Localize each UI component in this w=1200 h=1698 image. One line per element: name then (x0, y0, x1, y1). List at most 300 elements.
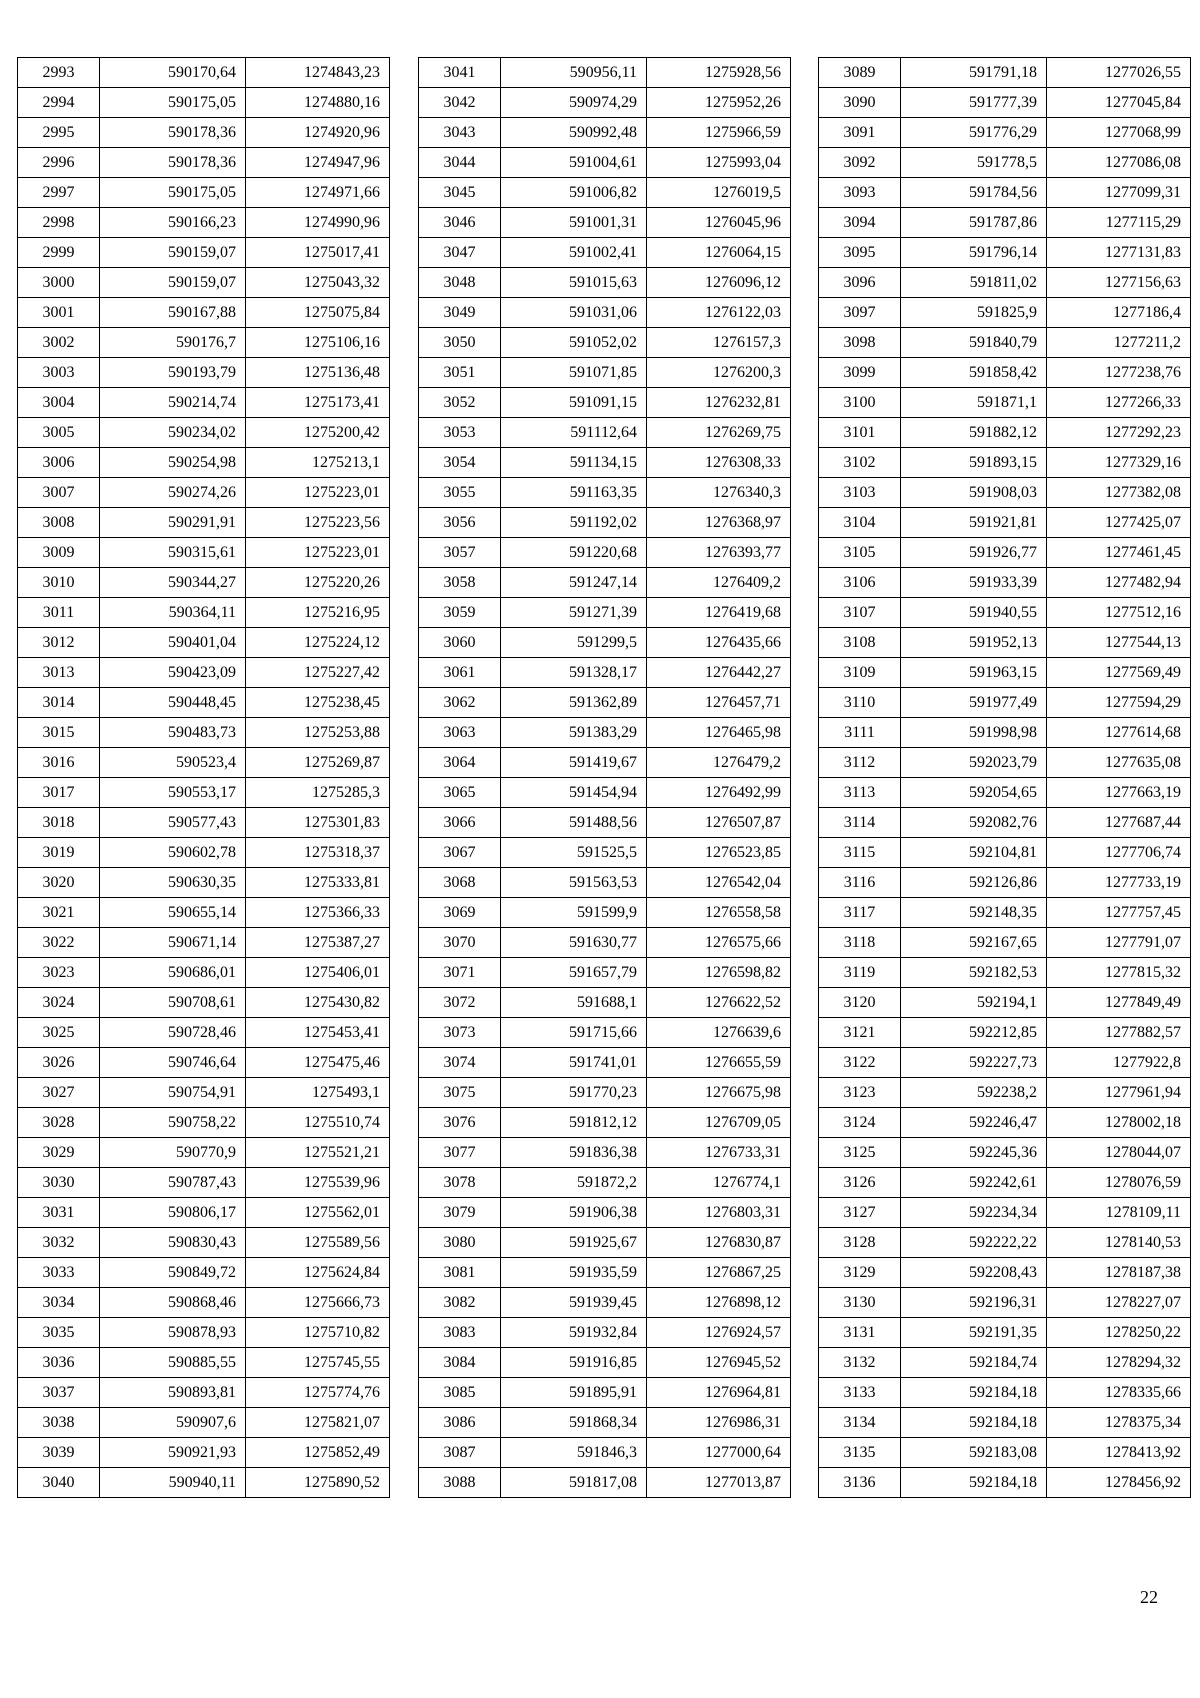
y-coordinate-cell: 1276867,25 (647, 1258, 791, 1288)
x-coordinate-cell: 591977,49 (901, 688, 1047, 718)
y-coordinate-cell: 1275510,74 (246, 1108, 390, 1138)
y-coordinate-cell: 1276924,57 (647, 1318, 791, 1348)
y-coordinate-cell: 1275710,82 (246, 1318, 390, 1348)
table-row (419, 1288, 791, 1318)
table-row (18, 838, 390, 868)
x-coordinate-cell: 592234,34 (901, 1198, 1047, 1228)
y-coordinate-cell: 1277211,2 (1047, 328, 1191, 358)
y-coordinate-cell: 1277115,29 (1047, 208, 1191, 238)
y-coordinate-cell: 1276419,68 (647, 598, 791, 628)
point-number-cell: 3091 (819, 118, 901, 148)
x-coordinate-cell: 591787,86 (901, 208, 1047, 238)
y-coordinate-cell: 1276507,87 (647, 808, 791, 838)
y-coordinate-cell: 1277292,23 (1047, 418, 1191, 448)
y-coordinate-cell: 1276368,97 (647, 508, 791, 538)
y-coordinate-cell: 1275562,01 (246, 1198, 390, 1228)
table-row (18, 1378, 390, 1408)
table-row (819, 448, 1191, 478)
y-coordinate-cell: 1275589,56 (246, 1228, 390, 1258)
y-coordinate-cell: 1275745,55 (246, 1348, 390, 1378)
x-coordinate-cell: 592242,61 (901, 1168, 1047, 1198)
x-coordinate-cell: 591935,59 (501, 1258, 647, 1288)
y-coordinate-cell: 1276409,2 (647, 568, 791, 598)
y-coordinate-cell: 1274920,96 (246, 118, 390, 148)
point-number-cell: 3086 (419, 1408, 501, 1438)
table-row (18, 1078, 390, 1108)
table-row (419, 268, 791, 298)
point-number-cell: 3132 (819, 1348, 901, 1378)
x-coordinate-cell: 590849,72 (100, 1258, 246, 1288)
table-row (419, 358, 791, 388)
y-coordinate-cell: 1277733,19 (1047, 868, 1191, 898)
y-coordinate-cell: 1277156,63 (1047, 268, 1191, 298)
table-row (18, 958, 390, 988)
point-number-cell: 3070 (419, 928, 501, 958)
point-number-cell: 3136 (819, 1468, 901, 1498)
point-number-cell: 2997 (18, 178, 100, 208)
point-number-cell: 3079 (419, 1198, 501, 1228)
point-number-cell: 3084 (419, 1348, 501, 1378)
point-number-cell: 3092 (819, 148, 901, 178)
y-coordinate-cell: 1275453,41 (246, 1018, 390, 1048)
y-coordinate-cell: 1276442,27 (647, 658, 791, 688)
point-number-cell: 3114 (819, 808, 901, 838)
table-row (819, 1318, 1191, 1348)
table-row (419, 178, 791, 208)
y-coordinate-cell: 1276200,3 (647, 358, 791, 388)
point-number-cell: 3046 (419, 208, 501, 238)
x-coordinate-cell: 592184,18 (901, 1468, 1047, 1498)
point-number-cell: 3112 (819, 748, 901, 778)
x-coordinate-cell: 592194,1 (901, 988, 1047, 1018)
point-number-cell: 3054 (419, 448, 501, 478)
table-row (18, 1018, 390, 1048)
point-number-cell: 3081 (419, 1258, 501, 1288)
point-number-cell: 3047 (419, 238, 501, 268)
table-row (18, 808, 390, 838)
point-number-cell: 3052 (419, 388, 501, 418)
y-coordinate-cell: 1276830,87 (647, 1228, 791, 1258)
table-row (18, 778, 390, 808)
point-number-cell: 3087 (419, 1438, 501, 1468)
table-row (819, 1378, 1191, 1408)
x-coordinate-cell: 591925,67 (501, 1228, 647, 1258)
y-coordinate-cell: 1275624,84 (246, 1258, 390, 1288)
table-row (419, 1078, 791, 1108)
y-coordinate-cell: 1275952,26 (647, 88, 791, 118)
point-number-cell: 3008 (18, 508, 100, 538)
x-coordinate-cell: 590214,74 (100, 388, 246, 418)
y-coordinate-cell: 1276964,81 (647, 1378, 791, 1408)
x-coordinate-cell: 590274,26 (100, 478, 246, 508)
y-coordinate-cell: 1275493,1 (246, 1078, 390, 1108)
table-row (819, 628, 1191, 658)
x-coordinate-cell: 590974,29 (501, 88, 647, 118)
x-coordinate-cell: 591247,14 (501, 568, 647, 598)
point-number-cell: 3100 (819, 388, 901, 418)
y-coordinate-cell: 1276096,12 (647, 268, 791, 298)
y-coordinate-cell: 1276675,98 (647, 1078, 791, 1108)
x-coordinate-cell: 592191,35 (901, 1318, 1047, 1348)
y-coordinate-cell: 1277849,49 (1047, 988, 1191, 1018)
x-coordinate-cell: 591778,5 (901, 148, 1047, 178)
point-number-cell: 3118 (819, 928, 901, 958)
point-number-cell: 3029 (18, 1138, 100, 1168)
table-row (18, 1138, 390, 1168)
x-coordinate-cell: 590193,79 (100, 358, 246, 388)
y-coordinate-cell: 1275017,41 (246, 238, 390, 268)
x-coordinate-cell: 591192,02 (501, 508, 647, 538)
point-number-cell: 3078 (419, 1168, 501, 1198)
x-coordinate-cell: 591657,79 (501, 958, 647, 988)
x-coordinate-cell: 591825,9 (901, 298, 1047, 328)
x-coordinate-cell: 591906,38 (501, 1198, 647, 1228)
table-row (18, 988, 390, 1018)
x-coordinate-cell: 592184,18 (901, 1378, 1047, 1408)
x-coordinate-cell: 590401,04 (100, 628, 246, 658)
table-row (18, 688, 390, 718)
point-number-cell: 3089 (819, 58, 901, 88)
point-number-cell: 3120 (819, 988, 901, 1018)
x-coordinate-cell: 591688,1 (501, 988, 647, 1018)
x-coordinate-cell: 591328,17 (501, 658, 647, 688)
x-coordinate-cell: 590176,7 (100, 328, 246, 358)
x-coordinate-cell: 590671,14 (100, 928, 246, 958)
x-coordinate-cell: 590746,64 (100, 1048, 246, 1078)
x-coordinate-cell: 591563,53 (501, 868, 647, 898)
x-coordinate-cell: 590868,46 (100, 1288, 246, 1318)
x-coordinate-cell: 591271,39 (501, 598, 647, 628)
table-row (419, 718, 791, 748)
point-number-cell: 3126 (819, 1168, 901, 1198)
y-coordinate-cell: 1275213,1 (246, 448, 390, 478)
table-row (819, 1138, 1191, 1168)
table-row (18, 868, 390, 898)
y-coordinate-cell: 1275366,33 (246, 898, 390, 928)
point-number-cell: 3093 (819, 178, 901, 208)
point-number-cell: 3083 (419, 1318, 501, 1348)
x-coordinate-cell: 591882,12 (901, 418, 1047, 448)
y-coordinate-cell: 1276045,96 (647, 208, 791, 238)
point-number-cell: 3103 (819, 478, 901, 508)
table-row (819, 988, 1191, 1018)
x-coordinate-cell: 591895,91 (501, 1378, 647, 1408)
table-row (18, 388, 390, 418)
table-row (419, 628, 791, 658)
y-coordinate-cell: 1276457,71 (647, 688, 791, 718)
point-number-cell: 3104 (819, 508, 901, 538)
x-coordinate-cell: 591932,84 (501, 1318, 647, 1348)
table-row (419, 118, 791, 148)
y-coordinate-cell: 1275285,3 (246, 778, 390, 808)
point-number-cell: 3010 (18, 568, 100, 598)
table-row (419, 658, 791, 688)
x-coordinate-cell: 590178,36 (100, 148, 246, 178)
x-coordinate-cell: 590175,05 (100, 178, 246, 208)
x-coordinate-cell: 591893,15 (901, 448, 1047, 478)
point-number-cell: 3125 (819, 1138, 901, 1168)
y-coordinate-cell: 1275238,45 (246, 688, 390, 718)
table-row (18, 1108, 390, 1138)
y-coordinate-cell: 1275200,42 (246, 418, 390, 448)
y-coordinate-cell: 1278002,18 (1047, 1108, 1191, 1138)
x-coordinate-cell: 591868,34 (501, 1408, 647, 1438)
y-coordinate-cell: 1276898,12 (647, 1288, 791, 1318)
x-coordinate-cell: 590159,07 (100, 238, 246, 268)
table-row (819, 598, 1191, 628)
y-coordinate-cell: 1275406,01 (246, 958, 390, 988)
point-number-cell: 3074 (419, 1048, 501, 1078)
x-coordinate-cell: 590423,09 (100, 658, 246, 688)
point-number-cell: 3111 (819, 718, 901, 748)
x-coordinate-cell: 590787,43 (100, 1168, 246, 1198)
x-coordinate-cell: 591817,08 (501, 1468, 647, 1498)
table-row (819, 778, 1191, 808)
point-number-cell: 3110 (819, 688, 901, 718)
x-coordinate-cell: 592183,08 (901, 1438, 1047, 1468)
y-coordinate-cell: 1274880,16 (246, 88, 390, 118)
y-coordinate-cell: 1277594,29 (1047, 688, 1191, 718)
y-coordinate-cell: 1277663,19 (1047, 778, 1191, 808)
table-row (419, 208, 791, 238)
table-row (419, 1318, 791, 1348)
point-number-cell: 3051 (419, 358, 501, 388)
y-coordinate-cell: 1277068,99 (1047, 118, 1191, 148)
point-number-cell: 3012 (18, 628, 100, 658)
point-number-cell: 3048 (419, 268, 501, 298)
point-number-cell: 2994 (18, 88, 100, 118)
table-row (18, 1318, 390, 1348)
x-coordinate-cell: 591362,89 (501, 688, 647, 718)
table-row (819, 328, 1191, 358)
x-coordinate-cell: 590754,91 (100, 1078, 246, 1108)
point-number-cell: 3094 (819, 208, 901, 238)
table-row (419, 1018, 791, 1048)
x-coordinate-cell: 592238,2 (901, 1078, 1047, 1108)
y-coordinate-cell: 1275430,82 (246, 988, 390, 1018)
y-coordinate-cell: 1276157,3 (647, 328, 791, 358)
table-row (819, 568, 1191, 598)
table-row (419, 1228, 791, 1258)
y-coordinate-cell: 1275928,56 (647, 58, 791, 88)
x-coordinate-cell: 590770,9 (100, 1138, 246, 1168)
y-coordinate-cell: 1275043,32 (246, 268, 390, 298)
table-row (419, 448, 791, 478)
table-row (819, 1258, 1191, 1288)
x-coordinate-cell: 592182,53 (901, 958, 1047, 988)
x-coordinate-cell: 592222,22 (901, 1228, 1047, 1258)
point-number-cell: 3117 (819, 898, 901, 928)
coordinates-table-1 (17, 57, 390, 1498)
y-coordinate-cell: 1275216,95 (246, 598, 390, 628)
table-row (419, 58, 791, 88)
table-row (419, 778, 791, 808)
table-row (819, 1228, 1191, 1258)
x-coordinate-cell: 591715,66 (501, 1018, 647, 1048)
y-coordinate-cell: 1277186,4 (1047, 298, 1191, 328)
point-number-cell: 3038 (18, 1408, 100, 1438)
x-coordinate-cell: 592246,47 (901, 1108, 1047, 1138)
point-number-cell: 3025 (18, 1018, 100, 1048)
point-number-cell: 3011 (18, 598, 100, 628)
table-row (18, 58, 390, 88)
y-coordinate-cell: 1276655,59 (647, 1048, 791, 1078)
x-coordinate-cell: 591071,85 (501, 358, 647, 388)
x-coordinate-cell: 591383,29 (501, 718, 647, 748)
table-row (419, 808, 791, 838)
table-row (819, 958, 1191, 988)
point-number-cell: 3018 (18, 808, 100, 838)
point-number-cell: 3121 (819, 1018, 901, 1048)
table-row (419, 478, 791, 508)
point-number-cell: 3062 (419, 688, 501, 718)
x-coordinate-cell: 591112,64 (501, 418, 647, 448)
point-number-cell: 3102 (819, 448, 901, 478)
y-coordinate-cell: 1275075,84 (246, 298, 390, 328)
y-coordinate-cell: 1277614,68 (1047, 718, 1191, 748)
table-row (819, 208, 1191, 238)
table-row (419, 418, 791, 448)
y-coordinate-cell: 1277099,31 (1047, 178, 1191, 208)
table-row (819, 418, 1191, 448)
x-coordinate-cell: 590170,64 (100, 58, 246, 88)
x-coordinate-cell: 590364,11 (100, 598, 246, 628)
x-coordinate-cell: 591858,42 (901, 358, 1047, 388)
point-number-cell: 3053 (419, 418, 501, 448)
point-number-cell: 3082 (419, 1288, 501, 1318)
point-number-cell: 3044 (419, 148, 501, 178)
point-number-cell: 3124 (819, 1108, 901, 1138)
table-row (819, 88, 1191, 118)
y-coordinate-cell: 1275106,16 (246, 328, 390, 358)
point-number-cell: 3130 (819, 1288, 901, 1318)
point-number-cell: 3024 (18, 988, 100, 1018)
y-coordinate-cell: 1278413,92 (1047, 1438, 1191, 1468)
table-row (18, 718, 390, 748)
table-row (18, 1258, 390, 1288)
point-number-cell: 3133 (819, 1378, 901, 1408)
table-row (18, 748, 390, 778)
x-coordinate-cell: 591091,15 (501, 388, 647, 418)
table-row (18, 358, 390, 388)
x-coordinate-cell: 590483,73 (100, 718, 246, 748)
point-number-cell: 3009 (18, 538, 100, 568)
y-coordinate-cell: 1275136,48 (246, 358, 390, 388)
y-coordinate-cell: 1275539,96 (246, 1168, 390, 1198)
y-coordinate-cell: 1275227,42 (246, 658, 390, 688)
y-coordinate-cell: 1278044,07 (1047, 1138, 1191, 1168)
table-row (18, 1228, 390, 1258)
point-number-cell: 3037 (18, 1378, 100, 1408)
x-coordinate-cell: 591933,39 (901, 568, 1047, 598)
point-number-cell: 3013 (18, 658, 100, 688)
point-number-cell: 2998 (18, 208, 100, 238)
y-coordinate-cell: 1275475,46 (246, 1048, 390, 1078)
y-coordinate-cell: 1276774,1 (647, 1168, 791, 1198)
table-row (18, 568, 390, 598)
point-number-cell: 3088 (419, 1468, 501, 1498)
x-coordinate-cell: 590830,43 (100, 1228, 246, 1258)
table-row (819, 358, 1191, 388)
x-coordinate-cell: 590167,88 (100, 298, 246, 328)
y-coordinate-cell: 1276340,3 (647, 478, 791, 508)
y-coordinate-cell: 1277815,32 (1047, 958, 1191, 988)
table-row (419, 1138, 791, 1168)
point-number-cell: 3128 (819, 1228, 901, 1258)
table-row (419, 1468, 791, 1498)
point-number-cell: 3071 (419, 958, 501, 988)
table-row (419, 598, 791, 628)
table-row (18, 1168, 390, 1198)
y-coordinate-cell: 1278227,07 (1047, 1288, 1191, 1318)
table-row (819, 1168, 1191, 1198)
y-coordinate-cell: 1276479,2 (647, 748, 791, 778)
y-coordinate-cell: 1277757,45 (1047, 898, 1191, 928)
point-number-cell: 3020 (18, 868, 100, 898)
x-coordinate-cell: 591299,5 (501, 628, 647, 658)
y-coordinate-cell: 1275966,59 (647, 118, 791, 148)
point-number-cell: 3006 (18, 448, 100, 478)
y-coordinate-cell: 1276393,77 (647, 538, 791, 568)
y-coordinate-cell: 1276598,82 (647, 958, 791, 988)
point-number-cell: 3095 (819, 238, 901, 268)
coordinates-table-2 (418, 57, 791, 1498)
point-number-cell: 3034 (18, 1288, 100, 1318)
table-row (18, 268, 390, 298)
point-number-cell: 3122 (819, 1048, 901, 1078)
y-coordinate-cell: 1277482,94 (1047, 568, 1191, 598)
table-row (18, 418, 390, 448)
point-number-cell: 3063 (419, 718, 501, 748)
y-coordinate-cell: 1276232,81 (647, 388, 791, 418)
x-coordinate-cell: 592148,35 (901, 898, 1047, 928)
y-coordinate-cell: 1277791,07 (1047, 928, 1191, 958)
y-coordinate-cell: 1276622,52 (647, 988, 791, 1018)
point-number-cell: 3015 (18, 718, 100, 748)
table-row (419, 1048, 791, 1078)
x-coordinate-cell: 590553,17 (100, 778, 246, 808)
x-coordinate-cell: 591741,01 (501, 1048, 647, 1078)
y-coordinate-cell: 1274971,66 (246, 178, 390, 208)
y-coordinate-cell: 1276523,85 (647, 838, 791, 868)
x-coordinate-cell: 591871,1 (901, 388, 1047, 418)
y-coordinate-cell: 1277131,83 (1047, 238, 1191, 268)
table-row (819, 808, 1191, 838)
point-number-cell: 3085 (419, 1378, 501, 1408)
table-row (419, 958, 791, 988)
table-row (819, 928, 1191, 958)
y-coordinate-cell: 1278187,38 (1047, 1258, 1191, 1288)
table-row (419, 508, 791, 538)
point-number-cell: 3134 (819, 1408, 901, 1438)
x-coordinate-cell: 590159,07 (100, 268, 246, 298)
table-row (819, 538, 1191, 568)
y-coordinate-cell: 1275333,81 (246, 868, 390, 898)
table-row (18, 178, 390, 208)
y-coordinate-cell: 1276435,66 (647, 628, 791, 658)
point-number-cell: 3014 (18, 688, 100, 718)
x-coordinate-cell: 590686,01 (100, 958, 246, 988)
point-number-cell: 3065 (419, 778, 501, 808)
x-coordinate-cell: 590630,35 (100, 868, 246, 898)
point-number-cell: 2995 (18, 118, 100, 148)
y-coordinate-cell: 1276803,31 (647, 1198, 791, 1228)
x-coordinate-cell: 590254,98 (100, 448, 246, 478)
y-coordinate-cell: 1274843,23 (246, 58, 390, 88)
y-coordinate-cell: 1275890,52 (246, 1468, 390, 1498)
point-number-cell: 3055 (419, 478, 501, 508)
y-coordinate-cell: 1276465,98 (647, 718, 791, 748)
